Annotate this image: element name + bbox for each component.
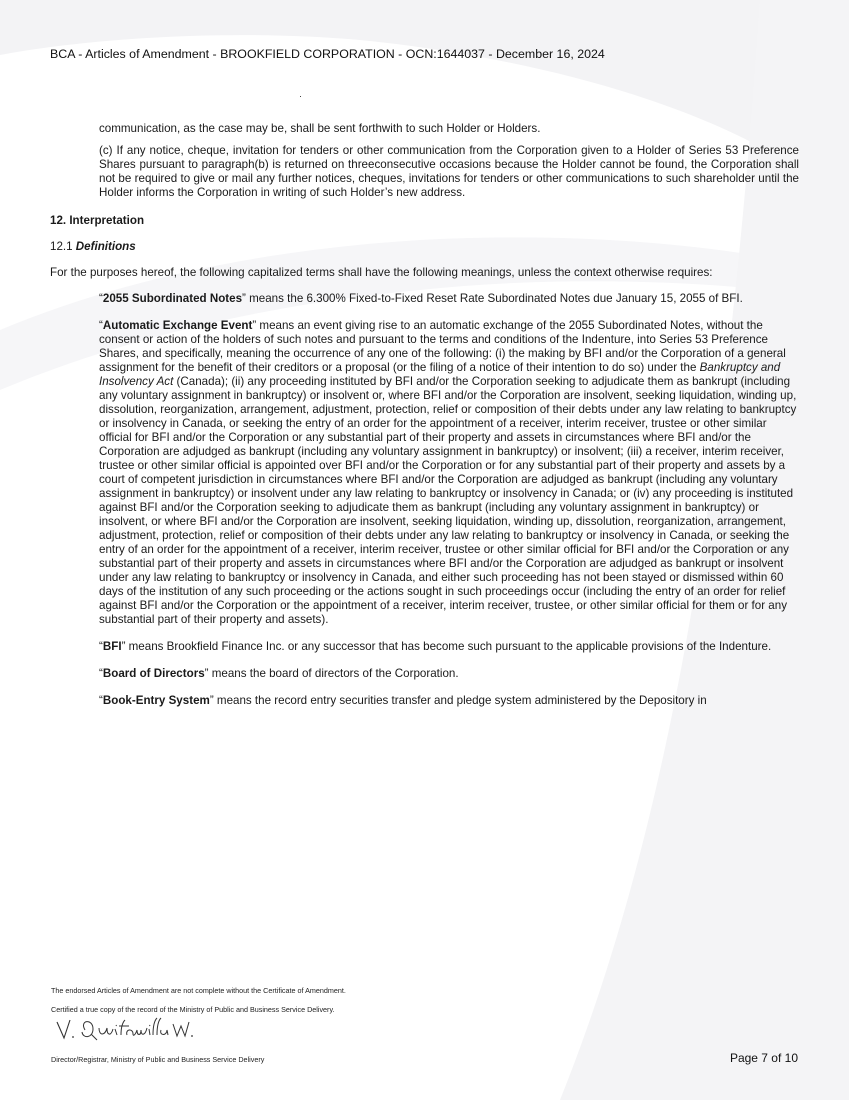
- definition-text: ” means the 6.300% Fixed-to-Fixed Reset Rate Subordinated Notes due January 15, 2055 of BFI.: [242, 291, 743, 305]
- definition-term: 2055 Subordinated Notes: [102, 291, 243, 305]
- definition-term: BFI: [102, 639, 122, 653]
- definition-text-part1: ” means an event giving rise to an automatic exchange of the 2055 Subordinated Notes, without the consent or action of the holders of such notes and pursuant to the terms and conditions of the Indenture, into Series 53 Preference Shares, and specifically, meaning the occurrence of any one of the following: (i) the making by BFI and/or the Corporation of a general assignment for the benefit of their creditors or a proposal (or the filing of a notice of their intention to do so) under the: [99, 318, 786, 374]
- open-quote: “: [99, 639, 103, 653]
- definition-text: ” means the board of directors of the Corporation.: [204, 666, 459, 680]
- open-quote: “: [99, 666, 103, 680]
- paragraph-c: (c) If any notice, cheque, invitation for tenders or other communication from the Corporation given to a Holder of Series 53 Preference Shares pursuant to paragraph(b) is returned on threeconsecutive occasions because the Holder cannot be found, the Corporation shall not be required to give or mail any further notices, cheques, invitations for tenders or other communications to such shareholder until the Holder informs the Corporation in writing of such Holder’s new address.: [99, 144, 799, 199]
- open-quote: “: [99, 291, 103, 305]
- definition-term: Board of Directors: [102, 666, 205, 680]
- definition-book-entry-system: [99, 694, 799, 708]
- definition-term: Automatic Exchange Event: [102, 318, 253, 332]
- page-number: Page 7 of 10: [729, 1051, 798, 1065]
- act-title: Bankruptcy and Insolvency Act: [99, 360, 781, 388]
- definition-automatic-exchange-event: [99, 319, 799, 627]
- stray-mark: [300, 96, 301, 97]
- continued-paragraph: communication, as the case may be, shall be sent forthwith to such Holder or Holders.: [99, 122, 541, 135]
- footer-registrar-title: Director/Registrar, Ministry of Public and Business Service Delivery: [51, 1055, 265, 1064]
- definition-text: ” means Brookfield Finance Inc. or any successor that has become such pursuant to the applicable provisions of the Indenture.: [121, 639, 772, 653]
- definition-bfi: [99, 640, 799, 654]
- definition-term: Book-Entry System: [102, 693, 210, 707]
- section-heading: 12. Interpretation: [50, 214, 145, 227]
- footer-note-endorsed: The endorsed Articles of Amendment are not complete without the Certificate of Amendment.: [51, 986, 346, 995]
- subsection-title: Definitions: [75, 240, 136, 253]
- definition-text-part2: (Canada); (ii) any proceeding instituted by BFI and/or the Corporation seeking to adjudicate them as bankrupt (including any voluntary assignment in bankruptcy) or insolvent or, where BFI and/or the Corporation are insolvent, seeking liquidation, winding up, dissolution, reorganization, arrangement, adjustment, protection, relief or composition of their debts under any law relating to bankruptcy or insolvency in Canada, or seeking the entry of an order for the appointment of a receiver, interim receiver, trustee or other similar official for BFI and/or the Corporation or any substantial part of their property and assets in circumstances where BFI and/or the Corporation are adjudged as bankrupt (including any voluntary assignment in bankruptcy) or insolvent; (iii) a receiver, interim receiver, trustee or other similar official is appointed over BFI and/or the Corporation or for any substantial part of their property and assets by a court of competent jurisdiction in circumstances where BFI and/or the Corporation are adjudged as bankrupt (including any voluntary assignment in bankruptcy) or insolvent under any law relating to bankruptcy or insolvency in Canada; or (iv) any proceeding is instituted against BFI and/or the Corporation seeking to adjudicate them as bankrupt (including any voluntary assignment in bankruptcy) or insolvent, or where BFI and/or the Corporation are insolvent, seeking liquidation, winding up, dissolution, reorganization, arrangement, adjustment, protection, relief or composition of their debts under any law relating to bankruptcy or insolvency in Canada, or seeking the entry of an order for the appointment of a receiver, interim receiver, trustee or other similar official for BFI and/or the Corporation or any substantial part of their property and assets in circumstances where BFI and/or the Corporation are adjudged as bankrupt or insolvent under any law relating to bankruptcy or insolvency in Canada, and either such proceeding has not been stayed or dismissed within 60 days of the institution of any such proceeding or the actions sought in such proceedings occur (including the entry of an order for relief against BFI and/or the Corporation or the appointment of a receiver, interim receiver, trustee, or other similar official for them or for any substantial part of their property and assets).: [99, 374, 797, 626]
- open-quote: “: [99, 693, 103, 707]
- document-body: [50, 122, 799, 721]
- open-quote: “: [99, 318, 103, 332]
- registrar-signature: [55, 1014, 215, 1044]
- definition-2055-subordinated-notes: [99, 292, 799, 306]
- document-header: BCA - Articles of Amendment - BROOKFIELD CORPORATION - OCN:1644037 - December 16, 2024: [50, 47, 605, 61]
- definition-text: ” means the record entry securities transfer and pledge system administered by the Depository in: [209, 693, 707, 707]
- definition-board-of-directors: [99, 667, 799, 681]
- footer-note-certified: Certified a true copy of the record of the Ministry of Public and Business Service Delivery.: [51, 1005, 335, 1014]
- subsection-heading: [50, 240, 799, 254]
- definitions-intro: For the purposes hereof, the following capitalized terms shall have the following meanings, unless the context otherwise requires:: [50, 266, 713, 279]
- subsection-number: 12.1: [50, 240, 76, 253]
